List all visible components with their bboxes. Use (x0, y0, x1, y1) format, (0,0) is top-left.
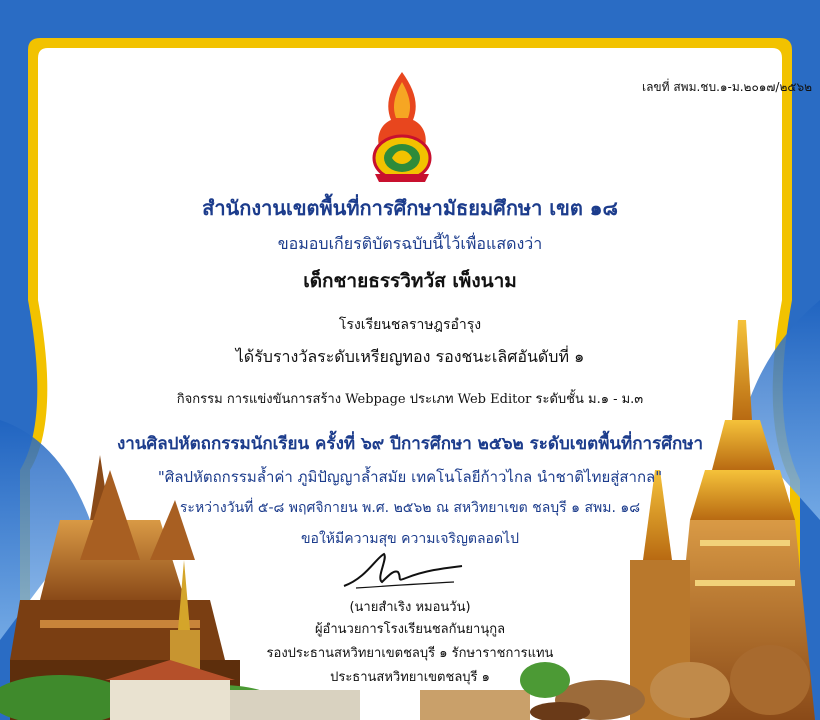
signer-position-3: ประธานสหวิทยาเขตชลบุรี ๑ (330, 670, 490, 685)
presentation-text: ขอมอบเกียรติบัตรฉบับนี้ไว้เพื่อแสดงว่า (277, 234, 543, 253)
blessing-text: ขอให้มีความสุข ความเจริญตลอดไป (300, 531, 519, 547)
event-motto: "ศิลปหัตถกรรมล้ำค่า ภูมิปัญญาล้ำสมัย เทคโนโลยีก้าวไกล นำชาติไทยสู่สากล" (157, 468, 663, 486)
recipient-name: เด็กชายธรรวิทวัส เพ็งนาม (303, 270, 517, 292)
activity-text: กิจกรรม การแข่งขันการสร้าง Webpage ประเภท Web Editor ระดับชั้น ม.๑ - ม.๓ (176, 392, 644, 407)
signer-position-1: ผู้อำนวยการโรงเรียนชลกันยานุกูล (314, 622, 506, 637)
education-emblem-icon (367, 70, 437, 186)
signer-position-2: รองประธานสหวิทยาเขตชลบุรี ๑ รักษาราชการแทน (266, 646, 554, 661)
school-name: โรงเรียนชลราษฎรอำรุง (338, 317, 482, 333)
signer-name: (นายสำเริง หมอนวัน) (349, 600, 471, 615)
event-dates: ระหว่างวันที่ ๕-๘ พฤศจิกายน พ.ศ. ๒๕๖๒ ณ สหวิทยาเขต ชลบุรี ๑ สพม. ๑๘ (179, 500, 641, 516)
certificate-number: เลขที่ สพม.ชบ.๑-ม.๒๐๑๗/๒๕๖๒ (641, 80, 812, 94)
signature (336, 548, 466, 592)
award-text: ได้รับรางวัลระดับเหรียญทอง รองชนะเลิศอันดับที่ ๑ (235, 347, 585, 366)
event-title: งานศิลปหัตถกรรมนักเรียน ครั้งที่ ๖๙ ปีการศึกษา ๒๕๖๒ ระดับเขตพื้นที่การศึกษา (116, 434, 704, 454)
issuing-office: สำนักงานเขตพื้นที่การศึกษามัธยมศึกษา เขต ๑๘ (202, 196, 618, 220)
